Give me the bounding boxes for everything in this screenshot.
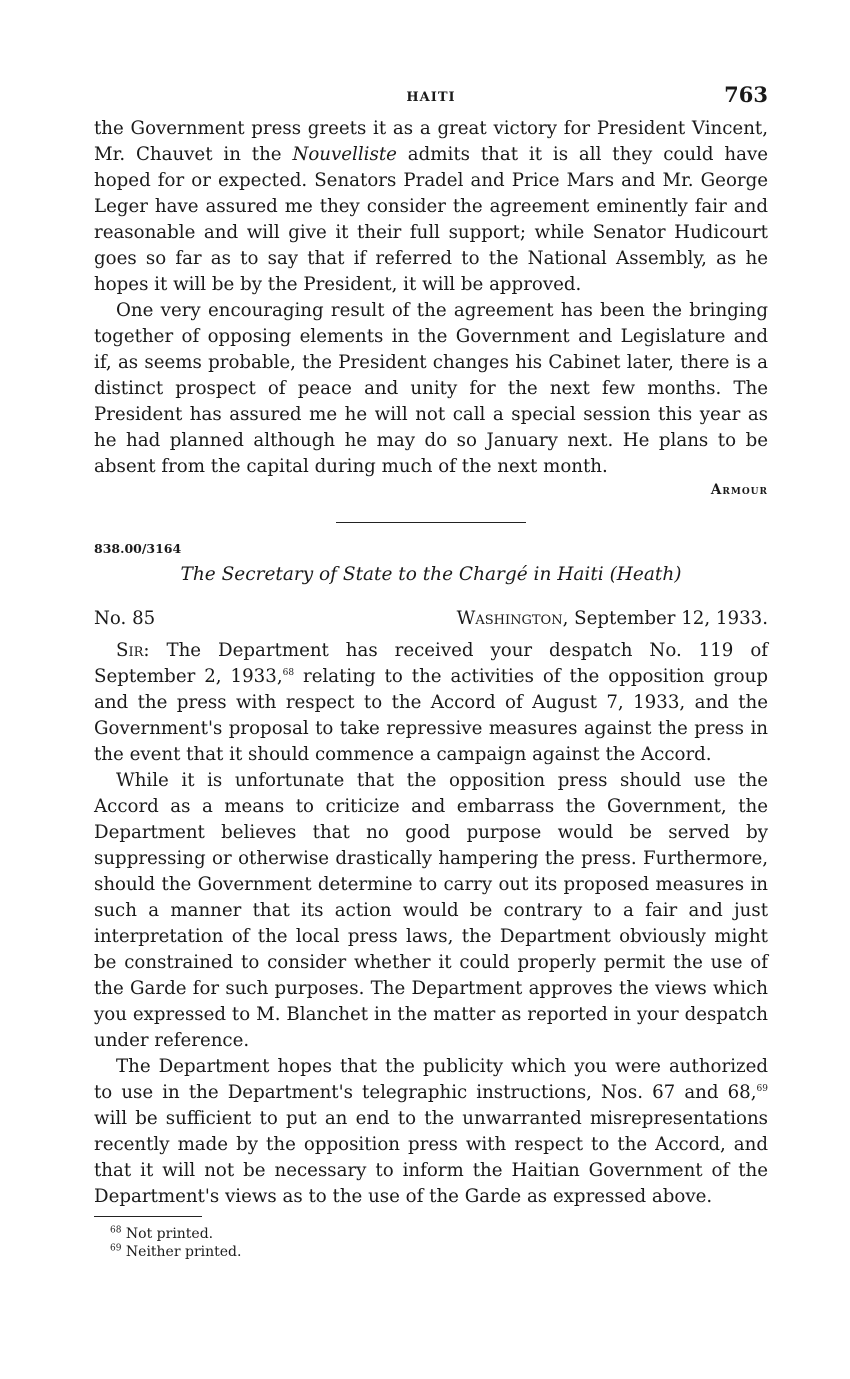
footnote-divider: [94, 1216, 202, 1217]
despatch-number: No. 85: [94, 608, 156, 629]
footnote-68: [110, 1225, 768, 1243]
salutation: Sir: [116, 640, 144, 661]
footnote-text: Not printed.: [121, 1226, 214, 1242]
letter1-paragraph-1: [94, 116, 768, 298]
running-head: [94, 80, 768, 116]
footnote-marker: 68: [110, 1225, 122, 1236]
place-date: [457, 608, 768, 638]
footnotes: [94, 1225, 768, 1261]
letter2-para1-text-b: relating to the activities of the opposition group and the press with respect to the Accord of August 7, 1933, and the Government's proposal to take repressive measures against the press in the event that it should commence a campaign against the Accord.: [94, 666, 768, 765]
letter1-paragraph-2: One very encouraging result of the agreement has been the bringing together of opposing elements in the Government and Legislature and if, as seems probable, the President changes his Cabinet later, there is a distinct prospect of peace and unity for the next few months. The President has assured me he will not call a special session this year as he had planned although he may do so January next. He plans to be absent from the capital during much of the next month.: [94, 300, 768, 477]
letter1-para1-text-a: the Government press greets it as a great victory for President Vincent, Mr. Chauvet in the: [94, 118, 768, 165]
signature: Armour: [710, 482, 768, 498]
letter2-paragraph-2: While it is unfortunate that the opposition press should use the Accord as a means to criticize and embarrass the Government, the Department believes that no good purpose would be served by suppressing or otherwise drastically hampering the press. Furthermore, should the Government determine to carry out its proposed measures in such a manner that its action would be contrary to a fair and just interpretation of the local press laws, the Department obviously might be constrained to consider whether it could properly permit the use of the Garde for such purposes. The Department approves the views which you expressed to M. Blanchet in the matter as reported in your despatch under reference.: [94, 770, 768, 1051]
footnote-text: Neither printed.: [121, 1244, 242, 1260]
newspaper-title: Nouvelliste: [292, 144, 397, 165]
letter2-para3-text-a: The Department hopes that the publicity which you were authorized to use in the Department's telegraphic instructions, Nos. 67 and 68,: [94, 1056, 768, 1103]
footnote-marker: 69: [110, 1243, 122, 1254]
page-number: 763: [724, 82, 768, 107]
dateline: [94, 608, 768, 638]
letter2-para1-text-a: : The Department has received your despatch No. 119 of September 2, 1933,: [94, 640, 768, 687]
letter2-para3-text-b: will be sufficient to put an end to the unwarranted misrepresentations recently made by the opposition press with respect to the Accord, and that it will not be necessary to inform the Haitian Government of the Department's views as to the use of the Garde as expressed above.: [94, 1108, 768, 1207]
letter2-paragraph-3: [94, 1054, 768, 1210]
letter2-paragraph-1: [94, 638, 768, 768]
place: Washington: [456, 608, 563, 629]
footnote-69: [110, 1243, 768, 1261]
document-heading: The Secretary of State to the Chargé in Haiti (Heath): [180, 564, 682, 585]
letter1-para1-text-b: admits that it is all they could have hoped for or expected. Senators Pradel and Price Mars and Mr. George Leger have assured me they consider the agreement eminently fair and reasonable and will give it their full support; while Senator Hudicourt goes so far as to say that if referred to the National Assembly, as he hopes it will be by the President, it will be approved.: [94, 144, 768, 295]
running-title: HAITI: [406, 90, 456, 105]
footnote-ref-68: 68: [282, 667, 295, 678]
document-page: [94, 80, 768, 1261]
section-divider: [336, 522, 526, 523]
footnote-ref-69: 69: [756, 1083, 768, 1094]
date: , September 12, 1933.: [562, 608, 768, 629]
file-number: 838.00/3164: [94, 541, 182, 556]
